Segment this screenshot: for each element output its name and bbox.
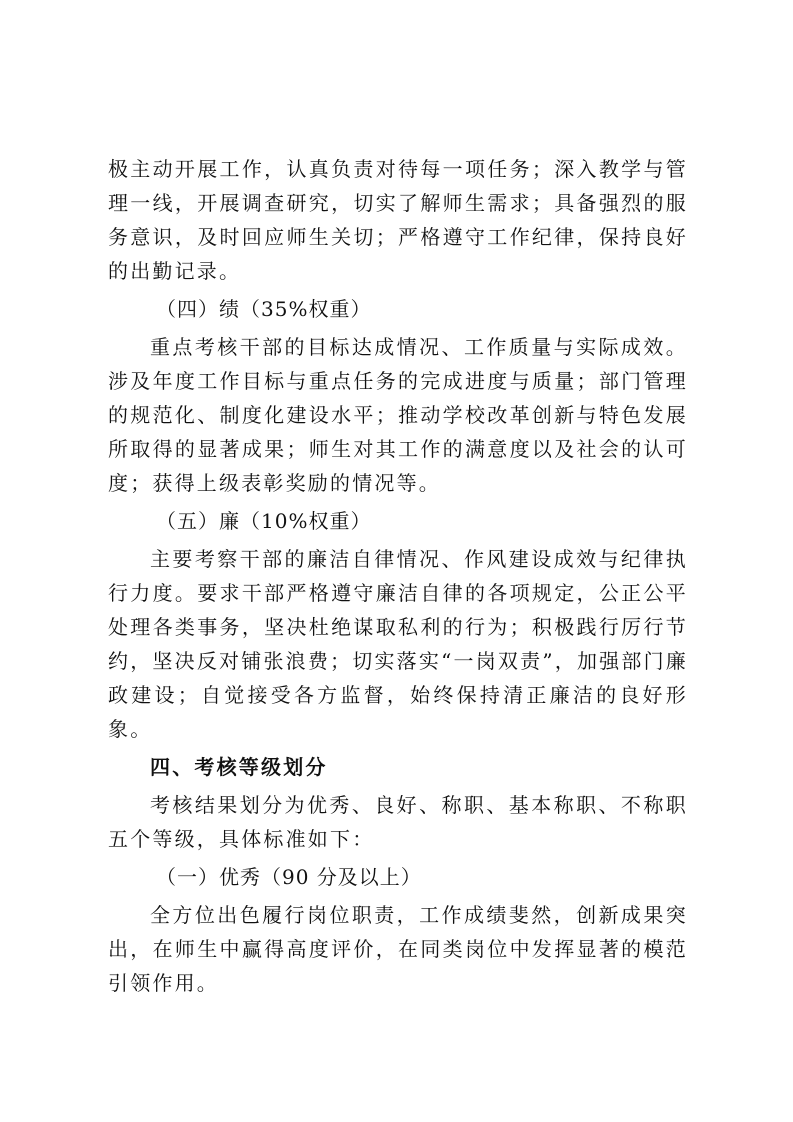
subheading-integrity: （五）廉（10%权重） <box>156 509 372 533</box>
paragraph-grades-intro: 考核结果划分为优秀、良好、称职、基本称职、不称职五个等级，具体标准如下： <box>108 793 688 851</box>
section-heading-grades: 四、考核等级划分 <box>150 755 328 779</box>
paragraph-continuation: 极主动开展工作，认真负责对待每一项任务；深入教学与管理一线，开展调查研究，切实了解师生需求；具备强烈的服务意识，及时回应师生关切；严格遵守工作纪律，保持良好的出勤记录。 <box>108 157 688 283</box>
paragraph-excellent: 全方位出色履行岗位职责，工作成绩斐然，创新成果突出，在师生中赢得高度评价，在同类岗位中发挥显著的模范引领作用。 <box>108 903 688 995</box>
paragraph-integrity: 主要考察干部的廉洁自律情况、作风建设成效与纪律执行力度。要求干部严格遵守廉洁自律的各项规定，公正公平处理各类事务，坚决杜绝谋取私利的行为；积极践行厉行节约，坚决反对铺张浪费；切实落实“一岗双责”，加强部门廉政建设；自觉接受各方监督，始终保持清正廉洁的良好形象。 <box>108 547 688 741</box>
subheading-performance: （四）绩（35%权重） <box>156 297 372 321</box>
document-body <box>108 152 688 1000</box>
paragraph-performance: 重点考核干部的目标达成情况、工作质量与实际成效。涉及年度工作目标与重点任务的完成进度与质量；部门管理的规范化、制度化建设水平；推动学校改革创新与特色发展所取得的显著成果；师生对其工作的满意度以及社会的认可度；获得上级表彰奖励的情况等。 <box>108 335 688 495</box>
subheading-excellent: （一）优秀（90 分及以上） <box>156 865 422 889</box>
